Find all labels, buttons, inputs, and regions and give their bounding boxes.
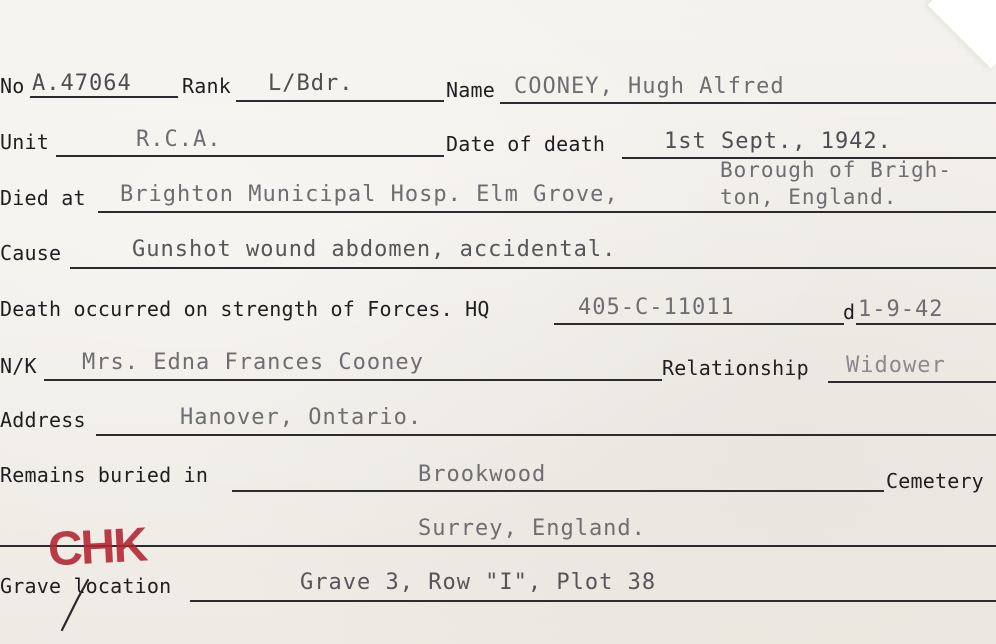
d-line <box>856 323 996 325</box>
name-value: COONEY, Hugh Alfred <box>514 74 785 99</box>
unit-value: R.C.A. <box>136 127 222 152</box>
no-value: A.47064 <box>32 71 132 96</box>
died-at-line <box>98 211 996 213</box>
cause-line <box>70 267 996 269</box>
remains-value: Brookwood <box>418 462 547 487</box>
remains-line <box>232 490 884 492</box>
died-at-extra-bottom: ton, England. <box>720 185 898 209</box>
cemetery-label: Cemetery <box>886 469 984 493</box>
cause-label: Cause <box>0 241 62 265</box>
no-label: No <box>0 74 25 98</box>
grave-label: Grave location <box>0 574 172 598</box>
date-label: Date of death <box>446 132 606 156</box>
rank-line <box>236 100 444 102</box>
died-at-extra-top: Borough of Brigh- <box>720 158 952 182</box>
no-line <box>30 96 178 98</box>
address-value: Hanover, Ontario. <box>180 405 423 430</box>
folded-corner <box>927 0 996 69</box>
grave-value: Grave 3, Row "I", Plot 38 <box>300 570 657 595</box>
cause-value: Gunshot wound abdomen, accidental. <box>132 237 617 262</box>
died-at-label: Died at <box>0 186 86 210</box>
rank-value: L/Bdr. <box>268 71 354 96</box>
address-line <box>96 434 996 436</box>
relationship-value: Widower <box>846 353 946 378</box>
d-label: d <box>843 300 856 324</box>
name-label: Name <box>446 78 495 102</box>
nk-value: Mrs. Edna Frances Cooney <box>82 350 424 375</box>
address-label: Address <box>0 408 86 432</box>
date-value: 1st Sept., 1942. <box>664 129 892 154</box>
remains-label: Remains buried in <box>0 463 209 487</box>
nk-label: N/K <box>0 354 37 378</box>
chk-stamp: CHK <box>46 518 148 577</box>
surrey-value: Surrey, England. <box>418 516 646 541</box>
nk-line <box>44 379 662 381</box>
strength-line <box>554 323 844 325</box>
rank-label: Rank <box>182 74 231 98</box>
pencil-check-icon <box>56 574 96 634</box>
died-at-value: Brighton Municipal Hosp. Elm Grove, <box>120 182 619 207</box>
relationship-line <box>828 381 996 383</box>
unit-line <box>56 155 444 157</box>
unit-label: Unit <box>0 130 49 154</box>
relationship-label: Relationship <box>662 356 809 380</box>
surrey-line <box>0 545 996 547</box>
name-line <box>500 102 996 104</box>
strength-value: 405-C-11011 <box>578 295 735 320</box>
grave-line <box>190 600 996 602</box>
d-value: 1-9-42 <box>858 297 944 322</box>
strength-label: Death occurred on strength of Forces. HQ <box>0 297 490 321</box>
